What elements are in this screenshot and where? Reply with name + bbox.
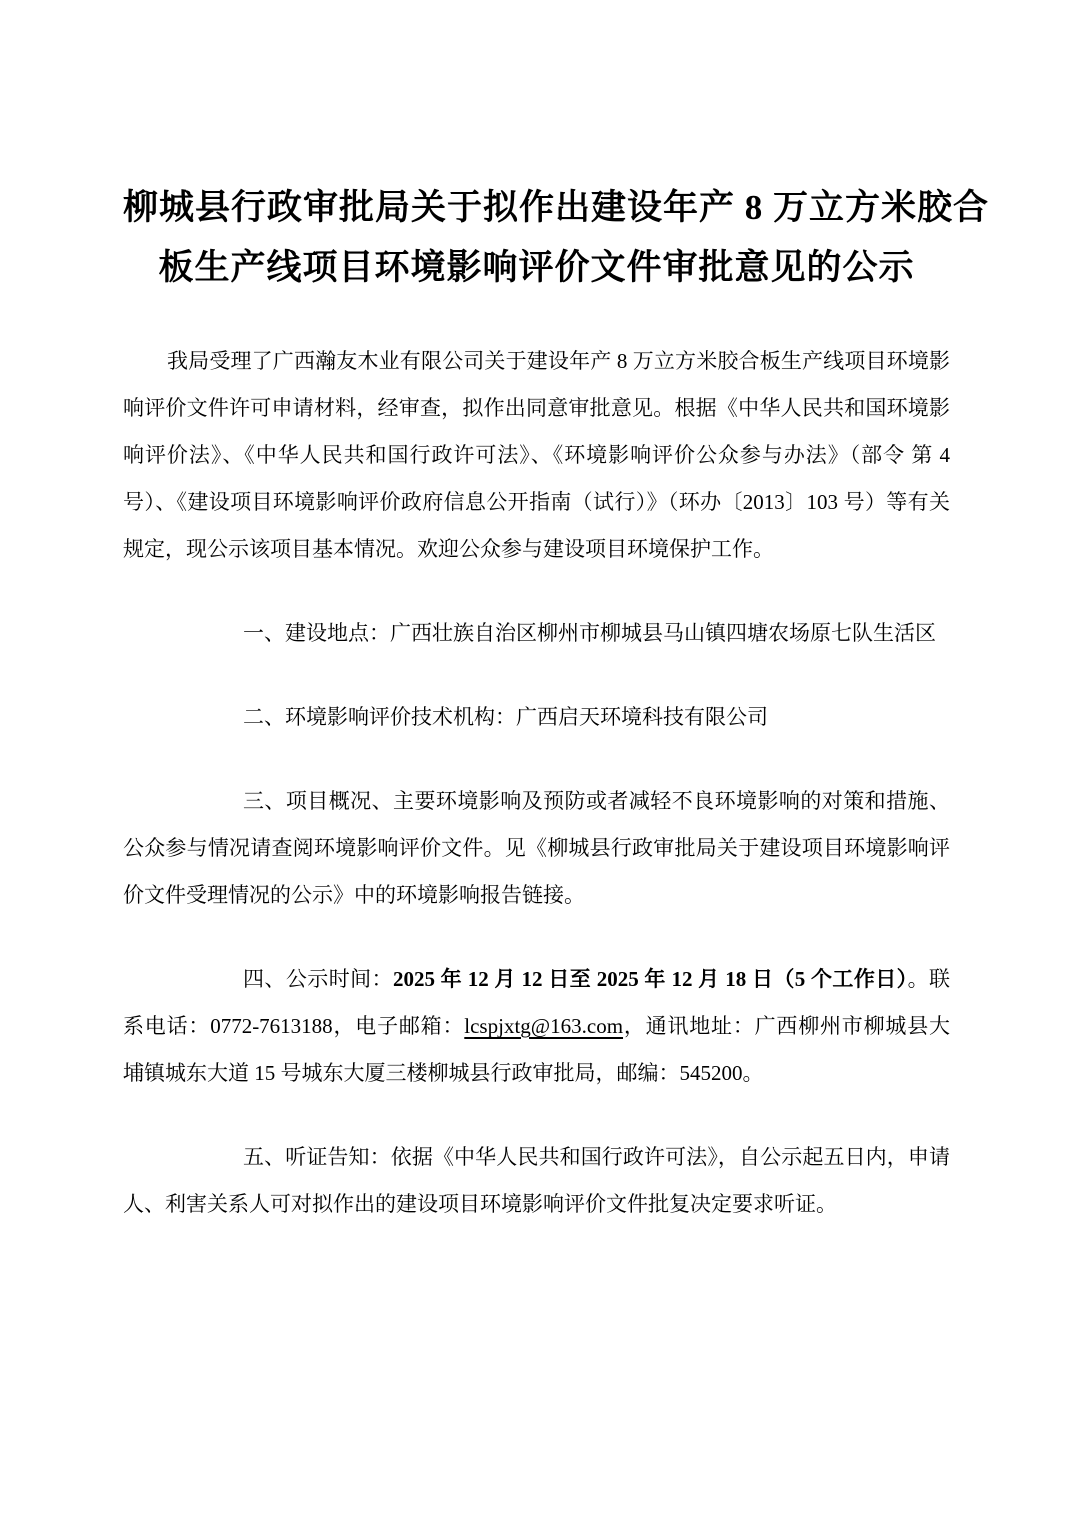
text-run: 四、公示时间：: [243, 967, 393, 991]
email-link[interactable]: lcspjxtg@163.com: [464, 1014, 624, 1038]
document-title: [123, 178, 990, 298]
text-run: 三、项目概况、主要环境影响及预防或者减轻不良环境影响的对策和措施、公众参与情况请查阅环境影响评价文件。见《柳城县行政审批局关于建设项目环境影响评价文件受理情况的公示》中的环境影响报告链接。: [123, 789, 950, 907]
section-5-hearing-notice: [123, 1134, 950, 1228]
section-3-project-overview: [123, 778, 950, 919]
section-2-eia-agency: [123, 694, 950, 741]
text-run: 2025 年 12 月 12 日至 2025 年 12 月 18 日（5 个工作日）: [392, 967, 908, 991]
text-run: 我局受理了广西瀚友木业有限公司关于建设年产 8 万立方米胶合板生产线项目环境影响评价文件许可申请材料，经审查，拟作出同意审批意见。根据《中华人民共和国环境影响评价法》、《中华人民共和国行政许可法》、《环境影响评价公众参与办法》（部令 第 4 号）、《建设项目环境影响评价政府信息公开指南（试行）》（环办〔2013〕103 号）等有关规定，现公示该项目基本情况。欢迎公众参与建设项目环境保护工作。: [123, 349, 950, 561]
title-line-1: 柳城县行政审批局关于拟作出建设年产 8 万立方米胶合: [123, 188, 990, 227]
text-run: 五、听证告知：依据《中华人民共和国行政许可法》，自公示起五日内，申请人、利害关系人可对拟作出的建设项目环境影响评价文件批复决定要求听证。: [123, 1145, 950, 1216]
title-line-2: 板生产线项目环境影响评价文件审批意见的公示: [158, 248, 915, 287]
text-run: 一、建设地点：广西壮族自治区柳州市柳城县马山镇四塘农场原七队生活区: [243, 621, 936, 645]
text-run: 二、环境影响评价技术机构：广西启天环境科技有限公司: [243, 705, 768, 729]
section-1-construction-site: [123, 610, 950, 657]
section-4-publicity-period: [123, 956, 950, 1097]
intro-paragraph: [123, 338, 950, 573]
document-body: [123, 338, 950, 1228]
text-run: 。联系电话：0772-7613188，电子邮箱：: [123, 967, 951, 1038]
text-run: ，通讯地址：广西柳州市柳城县大埔镇城东大道 15 号城东大厦三楼柳城县行政审批局，邮编：545200。: [123, 1014, 951, 1085]
